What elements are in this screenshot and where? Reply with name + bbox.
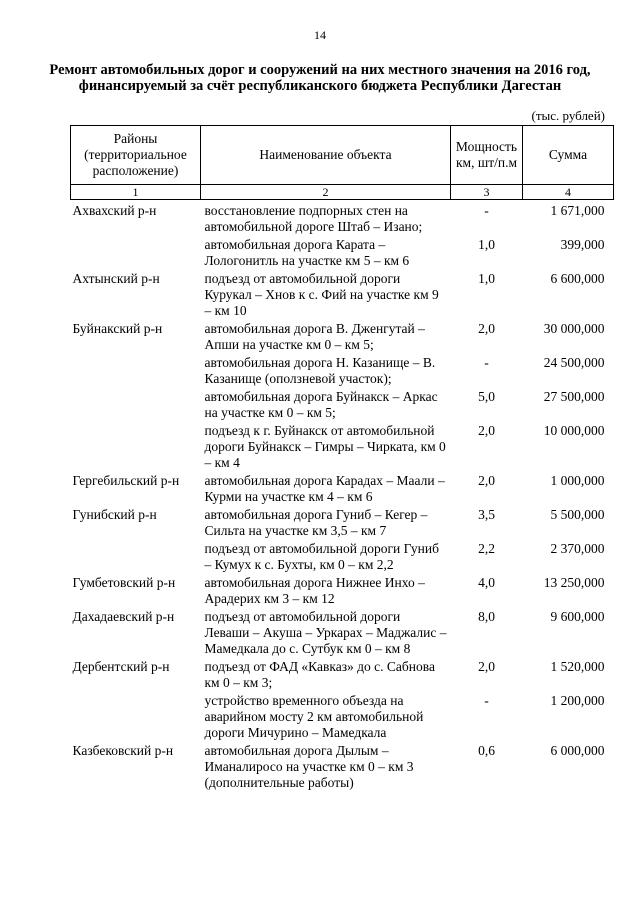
object-cell: автомобильная дорога Дылым – Иманалиросо на участке км 0 – км 3 (дополнительные работы)	[204, 743, 414, 790]
title-line-1: Ремонт автомобильных дорог и сооружений на них местного значения на 2016 год,	[49, 62, 591, 78]
table-row	[71, 507, 614, 541]
object-cell: автомобильная дорога Буйнакск – Аркас на участке км 0 – км 5;	[204, 389, 438, 420]
object-cell: автомобильная дорога Карадах – Маали – Курми на участке км 4 – км 6	[204, 473, 445, 504]
table-row	[71, 389, 614, 423]
sum-cell: 2 370,000	[550, 541, 605, 556]
district-cell: Ахвахский р-н	[72, 203, 157, 218]
district-cell: Казбековский р-н	[72, 743, 174, 758]
column-number: 2	[201, 185, 451, 200]
sum-cell: 6 000,000	[550, 743, 605, 758]
district-cell	[71, 389, 201, 423]
object-cell: автомобильная дорога Нижнее Инхо – Арадерих км 3 – км 12	[204, 575, 425, 606]
district-cell	[71, 237, 201, 271]
object-cell: подъезд от автомобильной дороги Курукал – Хнов к с. Фий на участке км 9 – км 10	[204, 271, 439, 318]
object-cell: подъезд к г. Буйнакск от автомобильной дороги Буйнакск – Гимры – Чирката, км 0 – км 4	[204, 423, 446, 470]
district-cell	[71, 693, 201, 743]
sum-cell: 10 000,000	[543, 423, 605, 438]
page-title	[0, 62, 640, 94]
sum-cell: 30 000,000	[543, 321, 605, 336]
capacity-cell: 8,0	[478, 609, 495, 624]
sum-cell: 24 500,000	[543, 355, 605, 370]
capacity-cell: -	[484, 203, 489, 218]
table-row	[71, 693, 614, 743]
district-cell: Буйнакский р-н	[72, 321, 163, 336]
sum-cell: 13 250,000	[543, 575, 605, 590]
sum-cell: 1 200,000	[550, 693, 605, 708]
capacity-cell: 0,6	[478, 743, 495, 758]
header-sum: Сумма	[523, 126, 614, 185]
object-cell: восстановление подпорных стен на автомобильной дороге Штаб – Изано;	[204, 203, 423, 234]
sum-cell: 9 600,000	[550, 609, 605, 624]
column-number: 3	[451, 185, 523, 200]
table-row	[71, 355, 614, 389]
repair-table	[70, 125, 614, 793]
table-row	[71, 659, 614, 693]
object-cell: автомобильная дорога В. Дженгутай – Апши на участке км 0 – км 5;	[204, 321, 425, 352]
object-cell: автомобильная дорога Н. Казанище – В. Казанище (оползневой участок);	[204, 355, 436, 386]
table-row	[71, 423, 614, 473]
table-header-row	[71, 126, 614, 185]
table-row	[71, 200, 614, 238]
capacity-cell: 2,0	[478, 473, 495, 488]
table-row	[71, 609, 614, 659]
capacity-cell: 1,0	[478, 237, 495, 252]
capacity-cell: 2,0	[478, 321, 495, 336]
header-district: Районы (территориальное расположение)	[71, 126, 201, 185]
title-line-2: финансируемый за счёт республиканского бюджета Республики Дагестан	[78, 78, 562, 94]
object-cell: подъезд от автомобильной дороги Леваши – Акуша – Уркарах – Маджалис – Мамедкала до с. Сутбук км 0 – км 8	[204, 609, 447, 656]
capacity-cell: 5,0	[478, 389, 495, 404]
header-object: Наименование объекта	[201, 126, 451, 185]
sum-cell: 27 500,000	[543, 389, 605, 404]
capacity-cell: 2,0	[478, 659, 495, 674]
district-cell	[71, 355, 201, 389]
district-cell	[71, 541, 201, 575]
capacity-cell: -	[484, 693, 489, 708]
table-row	[71, 321, 614, 355]
table-body	[71, 200, 614, 794]
table-row	[71, 237, 614, 271]
column-number: 4	[523, 185, 614, 200]
capacity-cell: 4,0	[478, 575, 495, 590]
object-cell: автомобильная дорога Карата – Лологонитль на участке км 5 – км 6	[204, 237, 410, 268]
capacity-cell: 3,5	[478, 507, 495, 522]
district-cell: Дербентский р-н	[72, 659, 170, 674]
object-cell: устройство временного объезда на аварийном мосту 2 км автомобильной дороги Мичурино – Мамедкала	[204, 693, 424, 740]
table-row	[71, 473, 614, 507]
column-number-row	[71, 185, 614, 200]
sum-cell: 399,000	[560, 237, 605, 252]
header-capacity: Мощность км, шт/п.м	[451, 126, 523, 185]
sum-cell: 1 671,000	[550, 203, 605, 218]
object-cell: автомобильная дорога Гуниб – Кегер – Сильта на участке км 3,5 – км 7	[204, 507, 428, 538]
sum-cell: 5 500,000	[550, 507, 605, 522]
capacity-cell: 2,0	[478, 423, 495, 438]
table-row	[71, 271, 614, 321]
district-cell	[71, 423, 201, 473]
table-row	[71, 575, 614, 609]
capacity-cell: 2,2	[478, 541, 495, 556]
table-row	[71, 743, 614, 793]
capacity-cell: 1,0	[478, 271, 495, 286]
units-label: (тыс. рублей)	[531, 108, 605, 123]
column-number: 1	[71, 185, 201, 200]
district-cell: Гергебильский р-н	[72, 473, 180, 488]
object-cell: подъезд от ФАД «Кавказ» до с. Сабнова км 0 – км 3;	[204, 659, 435, 690]
sum-cell: 1 000,000	[550, 473, 605, 488]
sum-cell: 1 520,000	[550, 659, 605, 674]
district-cell: Гунибский р-н	[72, 507, 157, 522]
capacity-cell: -	[484, 355, 489, 370]
district-cell: Дахадаевский р-н	[72, 609, 175, 624]
table-row	[71, 541, 614, 575]
object-cell: подъезд от автомобильной дороги Гуниб – Кумух к с. Бухты, км 0 – км 2,2	[204, 541, 439, 572]
sum-cell: 6 600,000	[550, 271, 605, 286]
district-cell: Гумбетовский р-н	[72, 575, 176, 590]
page-number: 14	[314, 28, 326, 42]
district-cell: Ахтынский р-н	[72, 271, 160, 286]
